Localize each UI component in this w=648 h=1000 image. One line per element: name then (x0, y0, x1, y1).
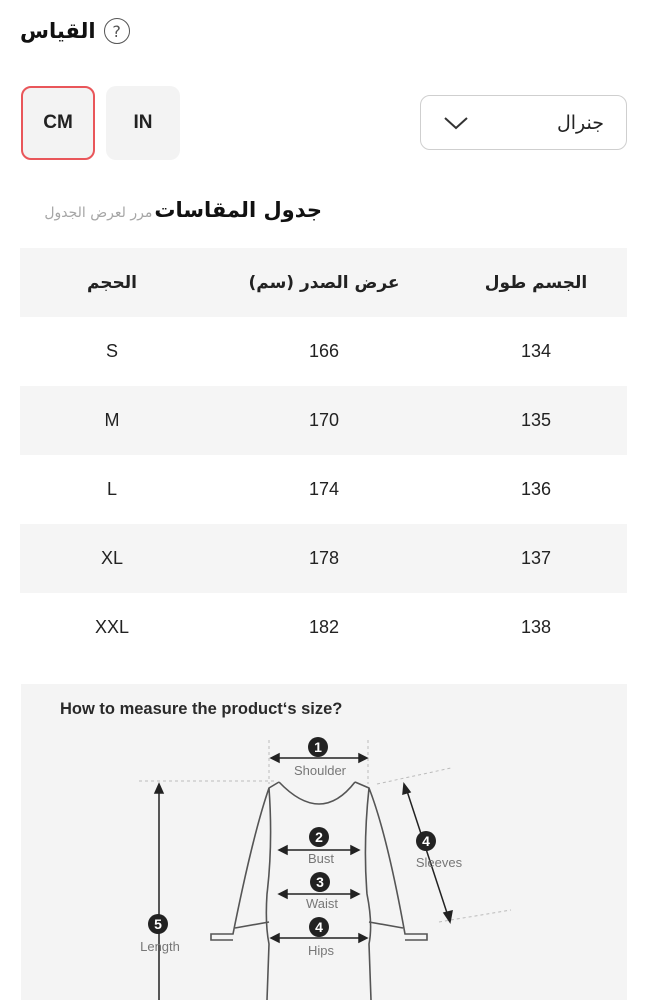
cell-length: 136 (520, 479, 552, 499)
marker-label: Shoulder (293, 763, 347, 778)
chevron-down-icon (443, 115, 469, 131)
measure-guide (21, 684, 627, 1000)
header (20, 18, 130, 44)
section-title: جدول المقاسات (154, 198, 322, 222)
unit-cm-button[interactable]: CM (21, 86, 95, 160)
marker-label: Sleeves (415, 855, 463, 870)
table-header (20, 248, 627, 317)
dropdown-value: جنرال (556, 111, 604, 134)
marker-label: Hips (307, 943, 335, 958)
marker-num: 4 (422, 833, 430, 849)
cell-chest: 178 (308, 548, 340, 568)
page-title: القياس (20, 19, 96, 43)
table-row (20, 386, 627, 455)
cell-size: XXL (94, 617, 130, 637)
col-header-size: الحجم (86, 272, 138, 293)
cell-length: 138 (520, 617, 552, 637)
table-row (20, 455, 627, 524)
marker-num: 2 (315, 829, 323, 845)
table-row (20, 317, 627, 386)
help-icon[interactable]: ? (104, 18, 130, 44)
guide-title: How to measure the product‘s size? (60, 700, 343, 718)
bust-marker (308, 827, 334, 866)
size-chart-heading (44, 198, 322, 222)
marker-label: Length (140, 939, 180, 954)
size-standard-dropdown[interactable] (420, 95, 627, 150)
table-row (20, 593, 627, 662)
length-marker (140, 914, 180, 954)
marker-num: 1 (314, 739, 322, 755)
size-table (20, 248, 627, 662)
unit-in-button[interactable]: IN (106, 86, 180, 160)
cell-size: M (104, 410, 120, 430)
scroll-hint: مرر لعرض الجدول (44, 205, 153, 221)
measure-diagram (21, 684, 627, 1000)
cell-chest: 170 (308, 410, 340, 430)
marker-num: 3 (316, 874, 324, 890)
sleeves-marker (416, 831, 463, 870)
marker-label: Bust (307, 851, 335, 866)
cell-size: XL (100, 548, 124, 568)
cell-chest: 182 (308, 617, 340, 637)
col-header-chest: (عرض الصدر (سم (248, 272, 400, 293)
marker-num: 4 (315, 919, 323, 935)
cell-size: L (106, 479, 117, 499)
marker-num: 5 (154, 916, 162, 932)
marker-label: Waist (305, 896, 339, 911)
cell-size: S (105, 341, 118, 361)
col-header-length: الجسم طول (484, 272, 588, 293)
cell-chest: 174 (308, 479, 340, 499)
cell-length: 135 (520, 410, 552, 430)
cell-length: 137 (520, 548, 552, 568)
waist-marker (306, 872, 338, 911)
table-row (20, 524, 627, 593)
cell-length: 134 (520, 341, 552, 361)
cell-chest: 166 (308, 341, 340, 361)
